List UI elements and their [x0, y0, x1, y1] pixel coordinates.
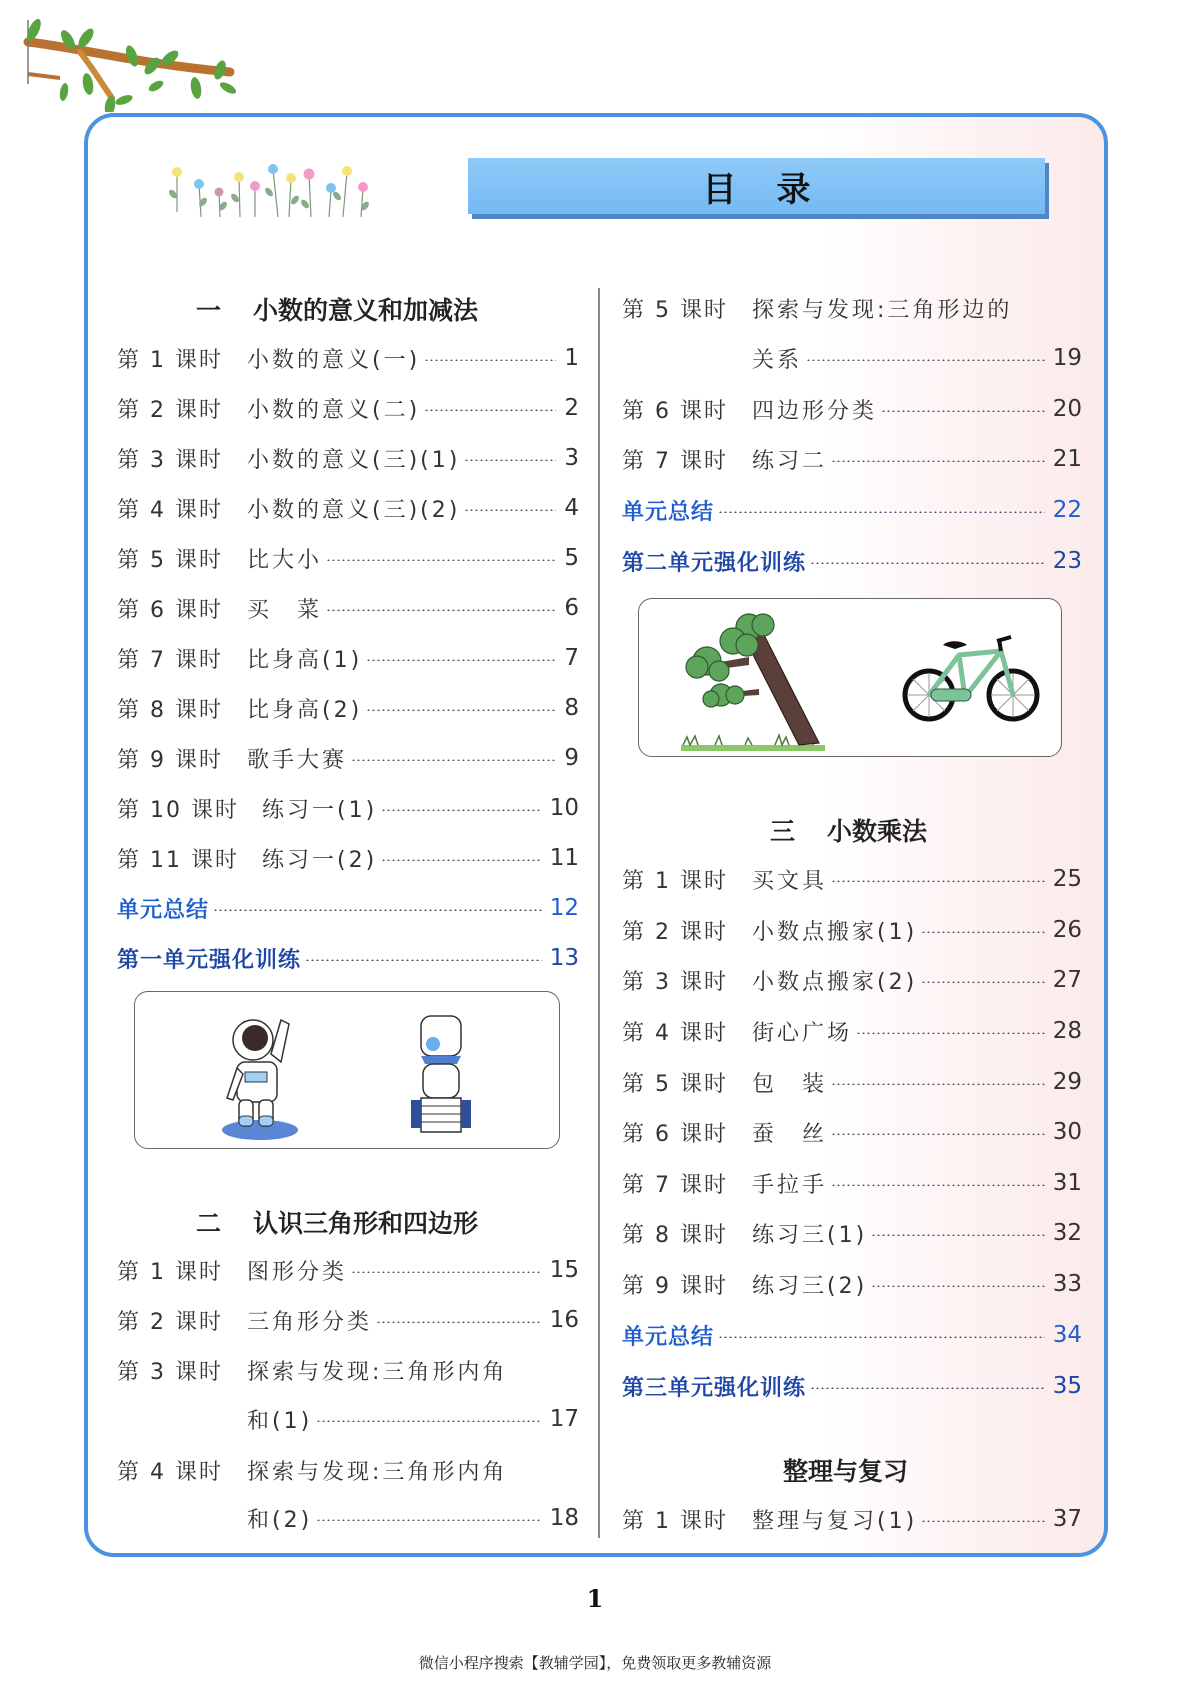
lesson-title: 练习一(2): [262, 847, 378, 873]
dot-leader: [381, 809, 542, 811]
unit-number: 三: [770, 817, 796, 846]
toc-entry[interactable]: [622, 291, 1082, 325]
toc-entry[interactable]: [622, 1166, 1082, 1200]
page-number: 13: [549, 945, 579, 971]
page-number: 20: [1052, 396, 1082, 422]
dot-leader: [316, 1420, 542, 1422]
toc-entry[interactable]: [622, 862, 1082, 896]
unit-number: 一: [196, 296, 222, 325]
lesson-label: 第 4 课时: [117, 497, 223, 523]
dot-leader: [326, 609, 556, 611]
lesson-title-continued: 关系: [752, 347, 803, 373]
lesson-label: 第 4 课时: [117, 1459, 223, 1485]
toc-entry[interactable]: [117, 1253, 579, 1287]
lesson-title: 练习三(1): [752, 1222, 868, 1248]
lesson-title: 比身高(2): [247, 697, 363, 723]
lesson-label: 第 8 课时: [117, 697, 223, 723]
dot-leader: [831, 1184, 1045, 1186]
lesson-title: 探索与发现:三角形内角: [247, 1359, 508, 1385]
lesson-title: 小数的意义(一): [247, 347, 421, 373]
lesson-label: 第 1 课时: [622, 868, 728, 894]
lesson-label: 第 9 课时: [622, 1273, 728, 1299]
toc-entry[interactable]: [622, 913, 1082, 947]
lesson-label: 第 7 课时: [117, 647, 223, 673]
dot-leader: [921, 931, 1045, 933]
toc-entry[interactable]: [622, 1216, 1082, 1250]
lesson-label: 第 7 课时: [622, 1172, 728, 1198]
dot-leader: [305, 959, 542, 961]
lesson-title: 小数的意义(二): [247, 397, 421, 423]
lesson-label: 第 2 课时: [117, 397, 223, 423]
summary-title: 单元总结: [622, 499, 715, 525]
toc-entry-continuation[interactable]: [117, 1402, 579, 1436]
page-number: 17: [549, 1406, 579, 1432]
toc-entry[interactable]: [117, 741, 579, 775]
toc-entry-continuation[interactable]: [622, 341, 1082, 375]
lesson-title: 探索与发现:三角形边的: [752, 297, 1013, 323]
dot-leader: [718, 511, 1045, 513]
page-number: 29: [1052, 1069, 1082, 1095]
toc-entry[interactable]: [117, 341, 579, 375]
toc-entry-unit-training[interactable]: [117, 941, 579, 975]
page-title: 目录: [702, 169, 851, 210]
unit-name: 认识三角形和四边形: [253, 1209, 479, 1238]
dot-leader: [810, 562, 1045, 564]
lesson-label: 第 3 课时: [622, 969, 728, 995]
dot-leader: [856, 1032, 1045, 1034]
dot-leader: [366, 659, 556, 661]
unit2-illustration-box: [638, 598, 1062, 757]
unit-name: 小数乘法: [827, 817, 928, 846]
page-number: 35: [1052, 1373, 1082, 1399]
lesson-title: 图形分类: [247, 1259, 348, 1285]
page-number: 7: [564, 645, 579, 671]
page-number: 30: [1052, 1119, 1082, 1145]
page-number: 32: [1052, 1220, 1082, 1246]
tree-branch-illustration: [20, 12, 240, 112]
unit-heading-2: [196, 1204, 478, 1240]
toc-entry[interactable]: [622, 1502, 1082, 1536]
toc-entry[interactable]: [117, 541, 579, 575]
summary-title: 单元总结: [622, 1324, 715, 1350]
lesson-title: 手拉手: [752, 1172, 828, 1198]
page-number: 3: [564, 445, 579, 471]
training-title: 第一单元强化训练: [117, 947, 302, 973]
page-number: 37: [1052, 1506, 1082, 1532]
toc-entry[interactable]: [117, 391, 579, 425]
summary-title: 单元总结: [117, 897, 210, 923]
toc-title-bar: [468, 158, 1045, 214]
toc-entry-unit-summary[interactable]: [117, 891, 579, 925]
lesson-label: 第 5 课时: [622, 1071, 728, 1097]
dot-leader: [424, 409, 556, 411]
page-number: 6: [564, 595, 579, 621]
page-number: 19: [1052, 345, 1082, 371]
page-number: 33: [1052, 1271, 1082, 1297]
dot-leader: [831, 1083, 1045, 1085]
lesson-title: 四边形分类: [752, 398, 878, 424]
toc-entry[interactable]: [117, 441, 579, 475]
flowers-illustration: [165, 162, 375, 222]
toc-entry[interactable]: [622, 1267, 1082, 1301]
lesson-label: 第 8 课时: [622, 1222, 728, 1248]
page-number: 23: [1052, 548, 1082, 574]
dot-leader: [326, 559, 556, 561]
page-number: 16: [549, 1307, 579, 1333]
toc-entry-unit-training[interactable]: [622, 544, 1082, 578]
toc-entry-unit-training[interactable]: [622, 1369, 1082, 1403]
lesson-title: 练习二: [752, 448, 828, 474]
unit1-illustration-box: [134, 991, 560, 1149]
page-number: 10: [549, 795, 579, 821]
lesson-label: 第 3 课时: [117, 447, 223, 473]
training-title: 第二单元强化训练: [622, 550, 807, 576]
toc-entry[interactable]: [622, 1065, 1082, 1099]
lesson-label: 第 5 课时: [117, 547, 223, 573]
lesson-label: 第 1 课时: [117, 347, 223, 373]
page-number: 34: [1052, 1322, 1082, 1348]
dot-leader: [376, 1321, 542, 1323]
dot-leader: [871, 1234, 1045, 1236]
lesson-title: 比身高(1): [247, 647, 363, 673]
page-number: 31: [1052, 1170, 1082, 1196]
dot-leader: [424, 359, 556, 361]
lesson-title: 包 装: [752, 1071, 828, 1097]
dot-leader: [921, 981, 1045, 983]
toc-entry[interactable]: [117, 691, 579, 725]
page-number: 2: [564, 395, 579, 421]
page-number: 21: [1052, 446, 1082, 472]
dot-leader: [366, 709, 556, 711]
page-number: 5: [564, 545, 579, 571]
lesson-title: 探索与发现:三角形内角: [247, 1459, 508, 1485]
lesson-label: 第 6 课时: [117, 597, 223, 623]
page-number: 4: [564, 495, 579, 521]
unit-heading-3: [770, 812, 927, 848]
review-heading: [783, 1452, 908, 1488]
lesson-label: 第 11 课时: [117, 847, 239, 873]
lesson-label: 第 5 课时: [622, 297, 728, 323]
dot-leader: [381, 859, 542, 861]
toc-entry[interactable]: [622, 392, 1082, 426]
dot-leader: [213, 909, 542, 911]
toc-entry[interactable]: [622, 442, 1082, 476]
toc-entry[interactable]: [117, 791, 579, 825]
dot-leader: [831, 1133, 1045, 1135]
lesson-label: 第 9 课时: [117, 747, 223, 773]
lesson-title: 整理与复习(1): [752, 1508, 918, 1534]
dot-leader: [464, 459, 556, 461]
page-number: 8: [564, 695, 579, 721]
column-divider: [598, 288, 600, 1538]
page-number: 27: [1052, 967, 1082, 993]
space-capsule-illustration: [411, 1012, 471, 1142]
dot-leader: [881, 410, 1045, 412]
lesson-title: 小数的意义(三)(1): [247, 447, 461, 473]
page-number: 28: [1052, 1018, 1082, 1044]
lesson-label: 第 7 课时: [622, 448, 728, 474]
toc-entry[interactable]: [117, 591, 579, 625]
dot-leader: [316, 1519, 542, 1521]
lesson-label: 第 6 课时: [622, 398, 728, 424]
training-title: 第三单元强化训练: [622, 1375, 807, 1401]
footer-note: 微信小程序搜索【教辅学园】，免费领取更多教辅资源: [418, 1654, 772, 1672]
dot-leader: [351, 1271, 542, 1273]
leaning-tree-illustration: [675, 613, 835, 753]
lesson-title: 练习三(2): [752, 1273, 868, 1299]
dot-leader: [810, 1387, 1045, 1389]
page-number: 15: [549, 1257, 579, 1283]
lesson-label: 第 4 课时: [622, 1020, 728, 1046]
page-number: 9: [564, 745, 579, 771]
toc-entry[interactable]: [117, 1303, 579, 1337]
dot-leader: [871, 1285, 1045, 1287]
toc-entry[interactable]: [622, 1014, 1082, 1048]
dot-leader: [831, 460, 1045, 462]
toc-entry[interactable]: [622, 1115, 1082, 1149]
dot-leader: [831, 880, 1045, 882]
dot-leader: [351, 759, 556, 761]
page-number: 26: [1052, 917, 1082, 943]
unit-number: 二: [196, 1209, 222, 1238]
toc-entry[interactable]: [117, 1453, 579, 1487]
toc-entry-unit-summary[interactable]: [622, 493, 1082, 527]
lesson-title: 歌手大赛: [247, 747, 348, 773]
toc-entry[interactable]: [117, 491, 579, 525]
page-number: 25: [1052, 866, 1082, 892]
lesson-title: 买文具: [752, 868, 828, 894]
lesson-title: 小数点搬家(1): [752, 919, 918, 945]
lesson-title: 蚕 丝: [752, 1121, 828, 1147]
lesson-label: 第 6 课时: [622, 1121, 728, 1147]
page-number-footer: 1: [586, 1584, 604, 1613]
page-number: 22: [1052, 497, 1082, 523]
lesson-label: 第 1 课时: [117, 1259, 223, 1285]
lesson-label: 第 2 课时: [622, 919, 728, 945]
astronaut-illustration: [215, 1002, 305, 1142]
dot-leader: [464, 509, 556, 511]
lesson-label: 第 2 课时: [117, 1309, 223, 1335]
page-number: 11: [549, 845, 579, 871]
unit-heading-1: [196, 291, 478, 327]
toc-entry[interactable]: [117, 641, 579, 675]
lesson-title: 三角形分类: [247, 1309, 373, 1335]
page-number: 1: [564, 345, 579, 371]
unit-name: 小数的意义和加减法: [253, 296, 479, 325]
toc-entry-continuation[interactable]: [117, 1501, 579, 1535]
page-number: 12: [549, 895, 579, 921]
dot-leader: [806, 359, 1045, 361]
lesson-title: 比大小: [247, 547, 323, 573]
toc-entry[interactable]: [117, 1353, 579, 1387]
page-number: 18: [549, 1505, 579, 1531]
lesson-title: 街心广场: [752, 1020, 853, 1046]
toc-entry[interactable]: [622, 963, 1082, 997]
toc-entry[interactable]: [117, 841, 579, 875]
dot-leader: [718, 1336, 1045, 1338]
lesson-title: 练习一(1): [262, 797, 378, 823]
lesson-title: 买 菜: [247, 597, 323, 623]
lesson-title: 小数的意义(三)(2): [247, 497, 461, 523]
lesson-title: 小数点搬家(2): [752, 969, 918, 995]
lesson-label: 第 10 课时: [117, 797, 239, 823]
lesson-label: 第 1 课时: [622, 1508, 728, 1534]
lesson-title-continued: 和(2): [247, 1507, 313, 1533]
lesson-label: 第 3 课时: [117, 1359, 223, 1385]
unit-name: 整理与复习: [783, 1457, 909, 1486]
toc-entry-unit-summary[interactable]: [622, 1318, 1082, 1352]
lesson-title-continued: 和(1): [247, 1408, 313, 1434]
bicycle-illustration: [901, 635, 1041, 725]
dot-leader: [921, 1520, 1045, 1522]
